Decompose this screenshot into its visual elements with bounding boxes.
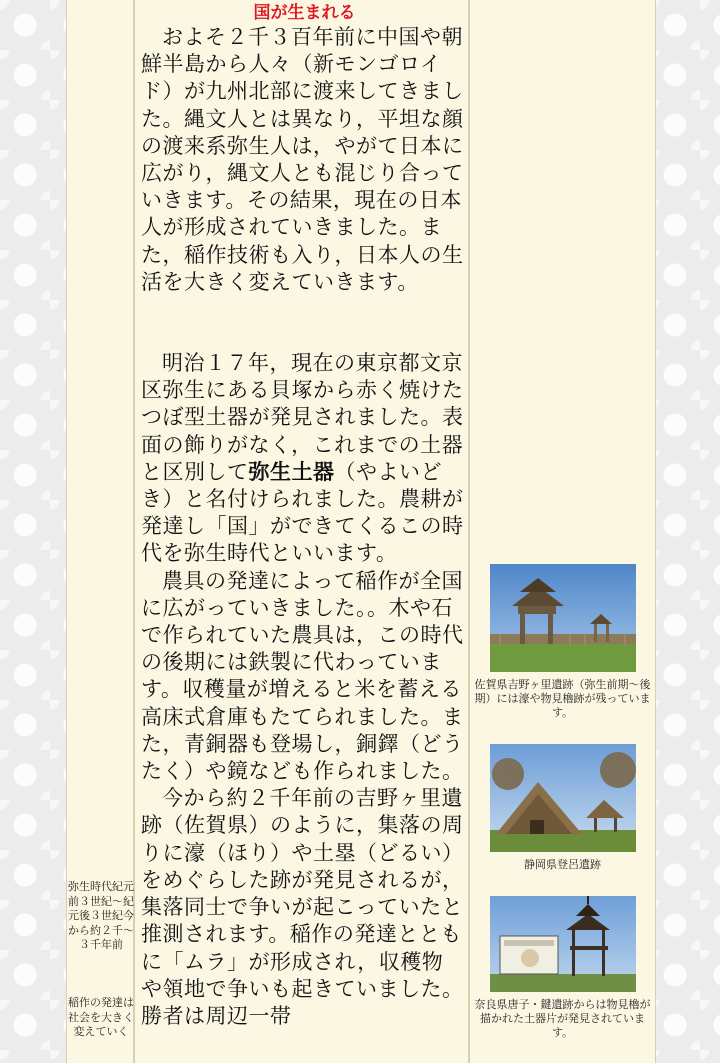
photo-block-yoshinogari (470, 564, 655, 720)
paragraph-immigration: およそ２千３百年前に中国や朝鮮半島から人々（新モンゴロイド）が九州北部に渡来してきました。縄文人とは異なり，平坦な顔の渡来系弥生人は，やがて日本に広がり，縄文人とも混じり合っていきます。その結果，現在の日本人が形成されていきました。また，稲作技術も入り，日本人の生活を大きく変えていきます。 (141, 25, 464, 294)
era-note: 弥生時代紀元前３世紀～紀元後３世紀今から約２千～３千年前 (68, 880, 134, 951)
yoshinogari-photo (490, 564, 636, 672)
page-title: 国が生まれる (253, 3, 356, 23)
paragraph-spacer (141, 296, 464, 323)
paragraph-spacer (141, 323, 464, 350)
yayoi-text-before: 明治１７年，現在の東京都文京区弥生にある貝塚から赤く焼けたつぼ型土器が発見されました。表面の飾りがなく，これまでの土器と区別して (141, 351, 464, 484)
paragraph-yoshinogari: 今から約２千年前の吉野ヶ里遺跡（佐賀県）のように，集落の周りに濠（ほり）や土塁（どるい）をめぐらした跡が発見されるが，集落同士で争いが起こっていたと推測されます。稲作の発達とともに「ムラ」が形成され，収穫物や領地で争いも起きていました。勝者は周辺一帯 (141, 786, 464, 1028)
yayoi-pottery-term: 弥生土器 (248, 459, 335, 484)
photo-caption: 静岡県登呂遺跡 (524, 858, 601, 871)
photo-block-toro (470, 744, 655, 872)
photo-caption: 佐賀県吉野ヶ里遺跡（弥生前期～後期）には濠や物見櫓跡が残っています。 (474, 678, 651, 719)
left-margin-column (67, 0, 135, 1063)
rice-note: 稲作の発達は社会を大きく変えていく (68, 996, 134, 1038)
photo-column (470, 0, 655, 1063)
yayoi-text-after: （やよいどき）と名付けられました。農耕が発達し「国」ができてくるこの時代を弥生時代といいます。 (141, 459, 464, 566)
photo-caption: 奈良県唐子・鍵遺跡からは物見櫓が描かれた土器片が発見されています。 (474, 998, 651, 1039)
photo-block-karako-kagi (470, 896, 655, 1040)
paragraph-farming-tools: 農具の発達によって稲作が全国に広がっていきました。。木や石で作られていた農具は，この時代の後期には鉄製に代わっています。収穫量が増えると米を蓄える高床式倉庫もたてられました。また，青銅器も登場し，銅鐸（どうたく）や鏡なども作られました。 (141, 568, 464, 784)
page-layout (66, 0, 656, 1063)
toro-photo (490, 744, 636, 852)
paragraph-yayoi-pottery (141, 350, 464, 568)
main-text-column (135, 0, 470, 1063)
article-body (141, 24, 468, 1030)
karako-kagi-photo (490, 896, 636, 992)
